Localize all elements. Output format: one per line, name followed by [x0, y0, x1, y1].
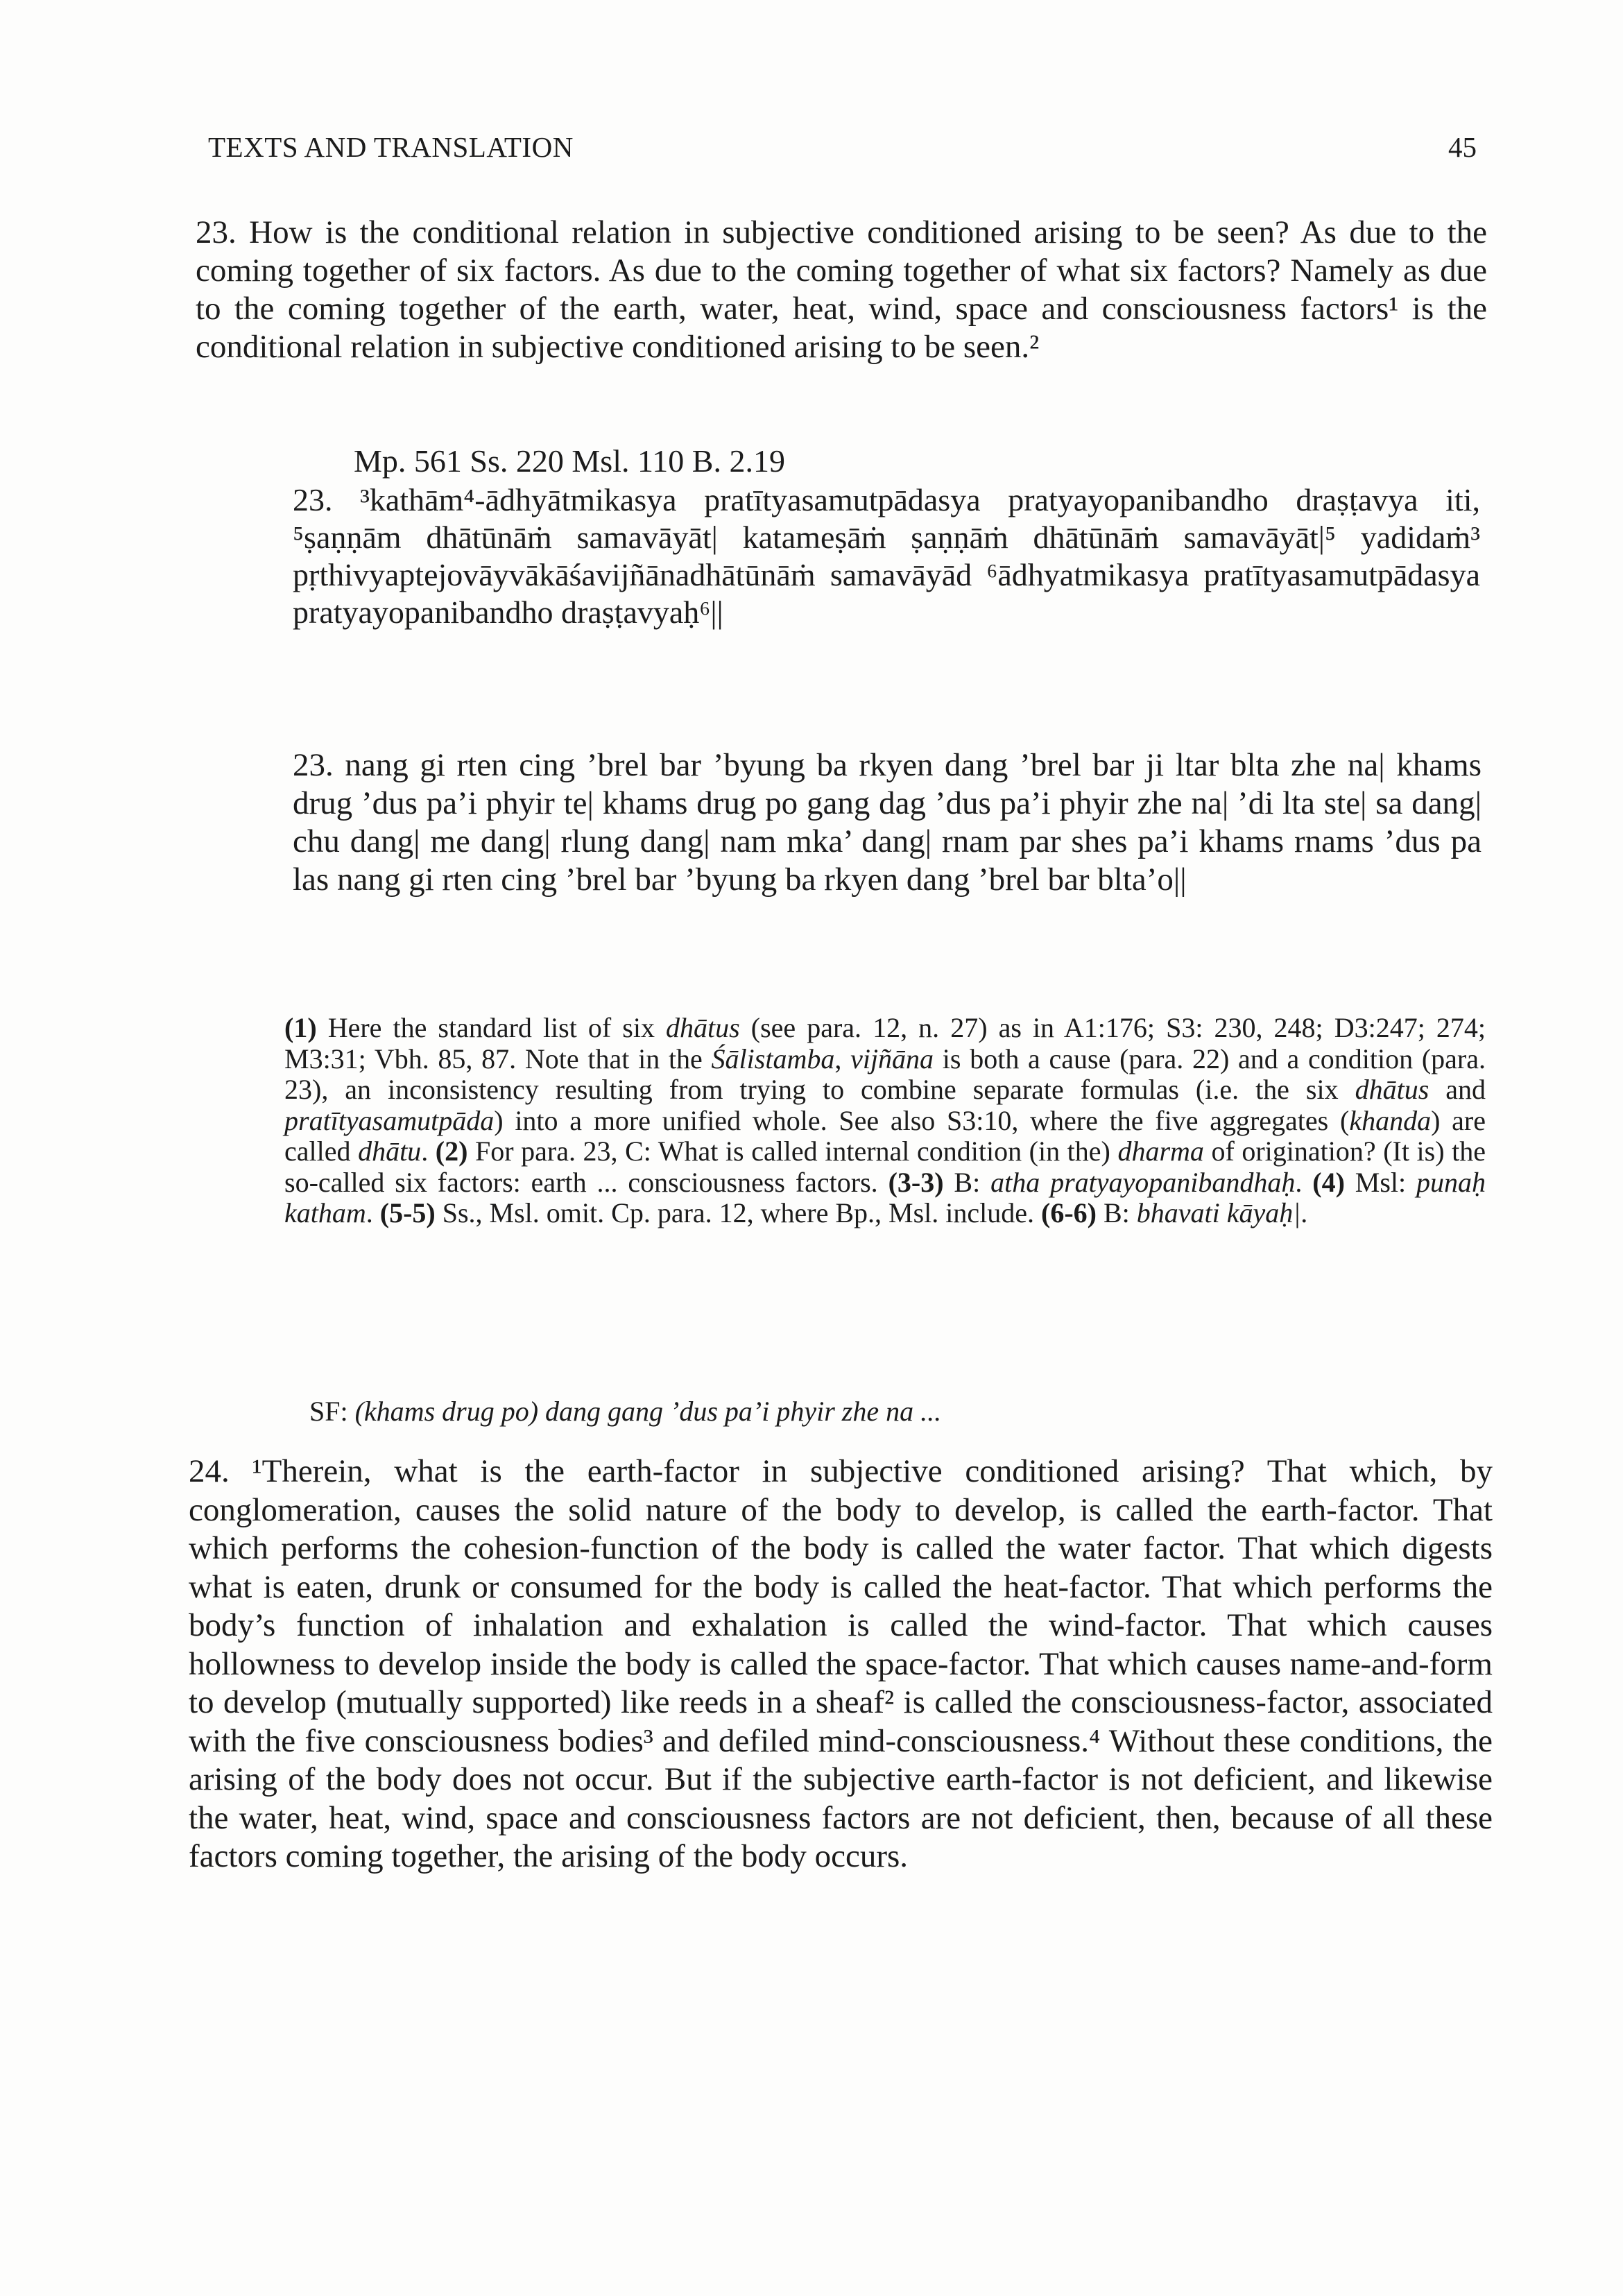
note-1-text: Here the standard list of six [316, 1012, 667, 1043]
note-1-term: dhātu [358, 1136, 422, 1167]
note-6-term: bhavati kāyaḥ| [1136, 1197, 1301, 1228]
sanskrit-source-reference: Mp. 561 Ss. 220 Msl. 110 B. 2.19 [354, 443, 785, 479]
paragraph-23-translation: 23. How is the conditional relation in subjective conditioned arising to be seen? As due to the coming together of six factors. As due to the coming together of what six factors? Namely as due to the coming together of the earth, water, heat, wind, space and consciousness factors¹ is the conditional relation in subjective conditioned arising to be seen.² [196, 214, 1487, 365]
note-6-text: . [1300, 1197, 1308, 1228]
note-marker-4: (4) [1312, 1166, 1345, 1198]
sanskrit-text-23: 23. ³kathām⁴-ādhyātmikasya pratītyasamutpādasya pratyayopanibandho draṣṭavya iti, ⁵ṣaṇṇām dhātūnāṁ samavāyāt| katameṣāṁ ṣaṇṇāṁ dhātūnāṁ samavāyāt|⁵ yadidaṁ³ pṛthivyaptejovāyvākāśavijñānadhātūnāṁ samavāyād ⁶ādhyatmikasya pratītyasamutpādasya pratyayopanibandho draṣṭavyaḥ⁶|| [293, 482, 1480, 630]
note-4-term: punaḥ katham [284, 1166, 1486, 1228]
note-3-text: B: [943, 1166, 991, 1198]
note-marker-5: (5-5) [379, 1197, 436, 1228]
note-1-text: , [834, 1043, 851, 1074]
paragraph-24-translation: 24. ¹Therein, what is the earth-factor in subjective conditioned arising? That which, by conglomeration, causes the solid nature of the body to develop, is called the earth-factor. That which performs the cohesion-function of the body is called the water factor. That which digests what is eaten, drunk or consumed for the body is called the heat-factor. That which performs the body’s function of inhalation and exhalation is called the wind-factor. That which causes hollowness to develop inside the body is called the space-factor. That which causes name-and-form to develop (mutually supported) like reeds in a sheaf² is called the consciousness-factor, associated with the five consciousness bodies³ and defiled mind-consciousness.⁴ Without these conditions, the arising of the body does not occur. But if the subjective earth-factor is not deficient, and likewise the water, heat, wind, space and consciousness factors are not deficient, then, because of all these factors coming together, the arising of the body occurs. [189, 1453, 1493, 1874]
note-5-text: Ss., Msl. omit. Cp. para. 12, where Bp., Msl. include. [435, 1197, 1042, 1228]
note-marker-6: (6-6) [1041, 1197, 1097, 1228]
sf-fragment [309, 1396, 1350, 1428]
note-1-term: vijñāna [850, 1043, 934, 1074]
note-6-text: B: [1096, 1197, 1137, 1228]
note-2-term: dharma [1117, 1136, 1204, 1167]
note-1-term: dhātus [666, 1012, 740, 1043]
sf-label: SF: [309, 1396, 355, 1427]
note-marker-1: (1) [284, 1012, 317, 1043]
tibetan-text-23: 23. nang gi rten cing ’brel bar ’byung ba rkyen dang ’brel bar ji ltar blta zhe na| khams drug ’dus pa’i phyir te| khams drug po gang dag ’dus pa’i phyir zhe na| ’di lta ste| sa dang| chu dang| me dang| rlung dang| nam mka’ dang| rnam par shes pa’i khams rnams ’dus pa las nang gi rten cing ’brel bar ’byung ba rkyen dang ’brel bar blta’o|| [293, 747, 1482, 898]
note-1-text: ) into a more unified whole. See also S3:10, where the five aggregates ( [494, 1104, 1350, 1136]
note-marker-2: (2) [435, 1136, 468, 1167]
note-1-term: Śālistamba [711, 1043, 835, 1074]
running-head: TEXTS AND TRANSLATION [208, 131, 574, 163]
footnotes [284, 1013, 1486, 1229]
note-marker-3: (3-3) [888, 1166, 944, 1198]
note-1-term: dhātus [1355, 1074, 1429, 1105]
note-1-term: khanda [1349, 1104, 1432, 1136]
note-1-text: (see para. 12, n. 27) as in A1:176; S3: 230, 248; D3:247; 274; M3:31; Vbh. 85, 87. Note that in the [284, 1012, 1486, 1074]
note-3-term: atha pratyayopanibandhaḥ [990, 1166, 1296, 1198]
note-2-text: For para. 23, C: What is called internal condition (in the) [467, 1136, 1118, 1167]
note-1-text: and [1429, 1074, 1486, 1105]
note-1-text: . [421, 1136, 436, 1167]
note-1-text: is both a cause (para. 22) and a condition (para. 23), an inconsistency resulting from trying to combine separate formulas (i.e. the six [284, 1043, 1486, 1105]
note-4-text: Msl: [1344, 1166, 1417, 1198]
note-1-term: pratītyasamutpāda [284, 1104, 495, 1136]
note-3-text: . [1295, 1166, 1313, 1198]
note-1-text: ) are called [284, 1104, 1486, 1167]
note-4-text: . [366, 1197, 380, 1228]
page-number: 45 [1448, 131, 1477, 163]
note-2-text: of origination? (It is) the so-called six factors: earth ... consciousness factors. [284, 1136, 1486, 1198]
sf-text: (khams drug po) dang gang ’dus pa’i phyir zhe na ... [354, 1396, 942, 1427]
